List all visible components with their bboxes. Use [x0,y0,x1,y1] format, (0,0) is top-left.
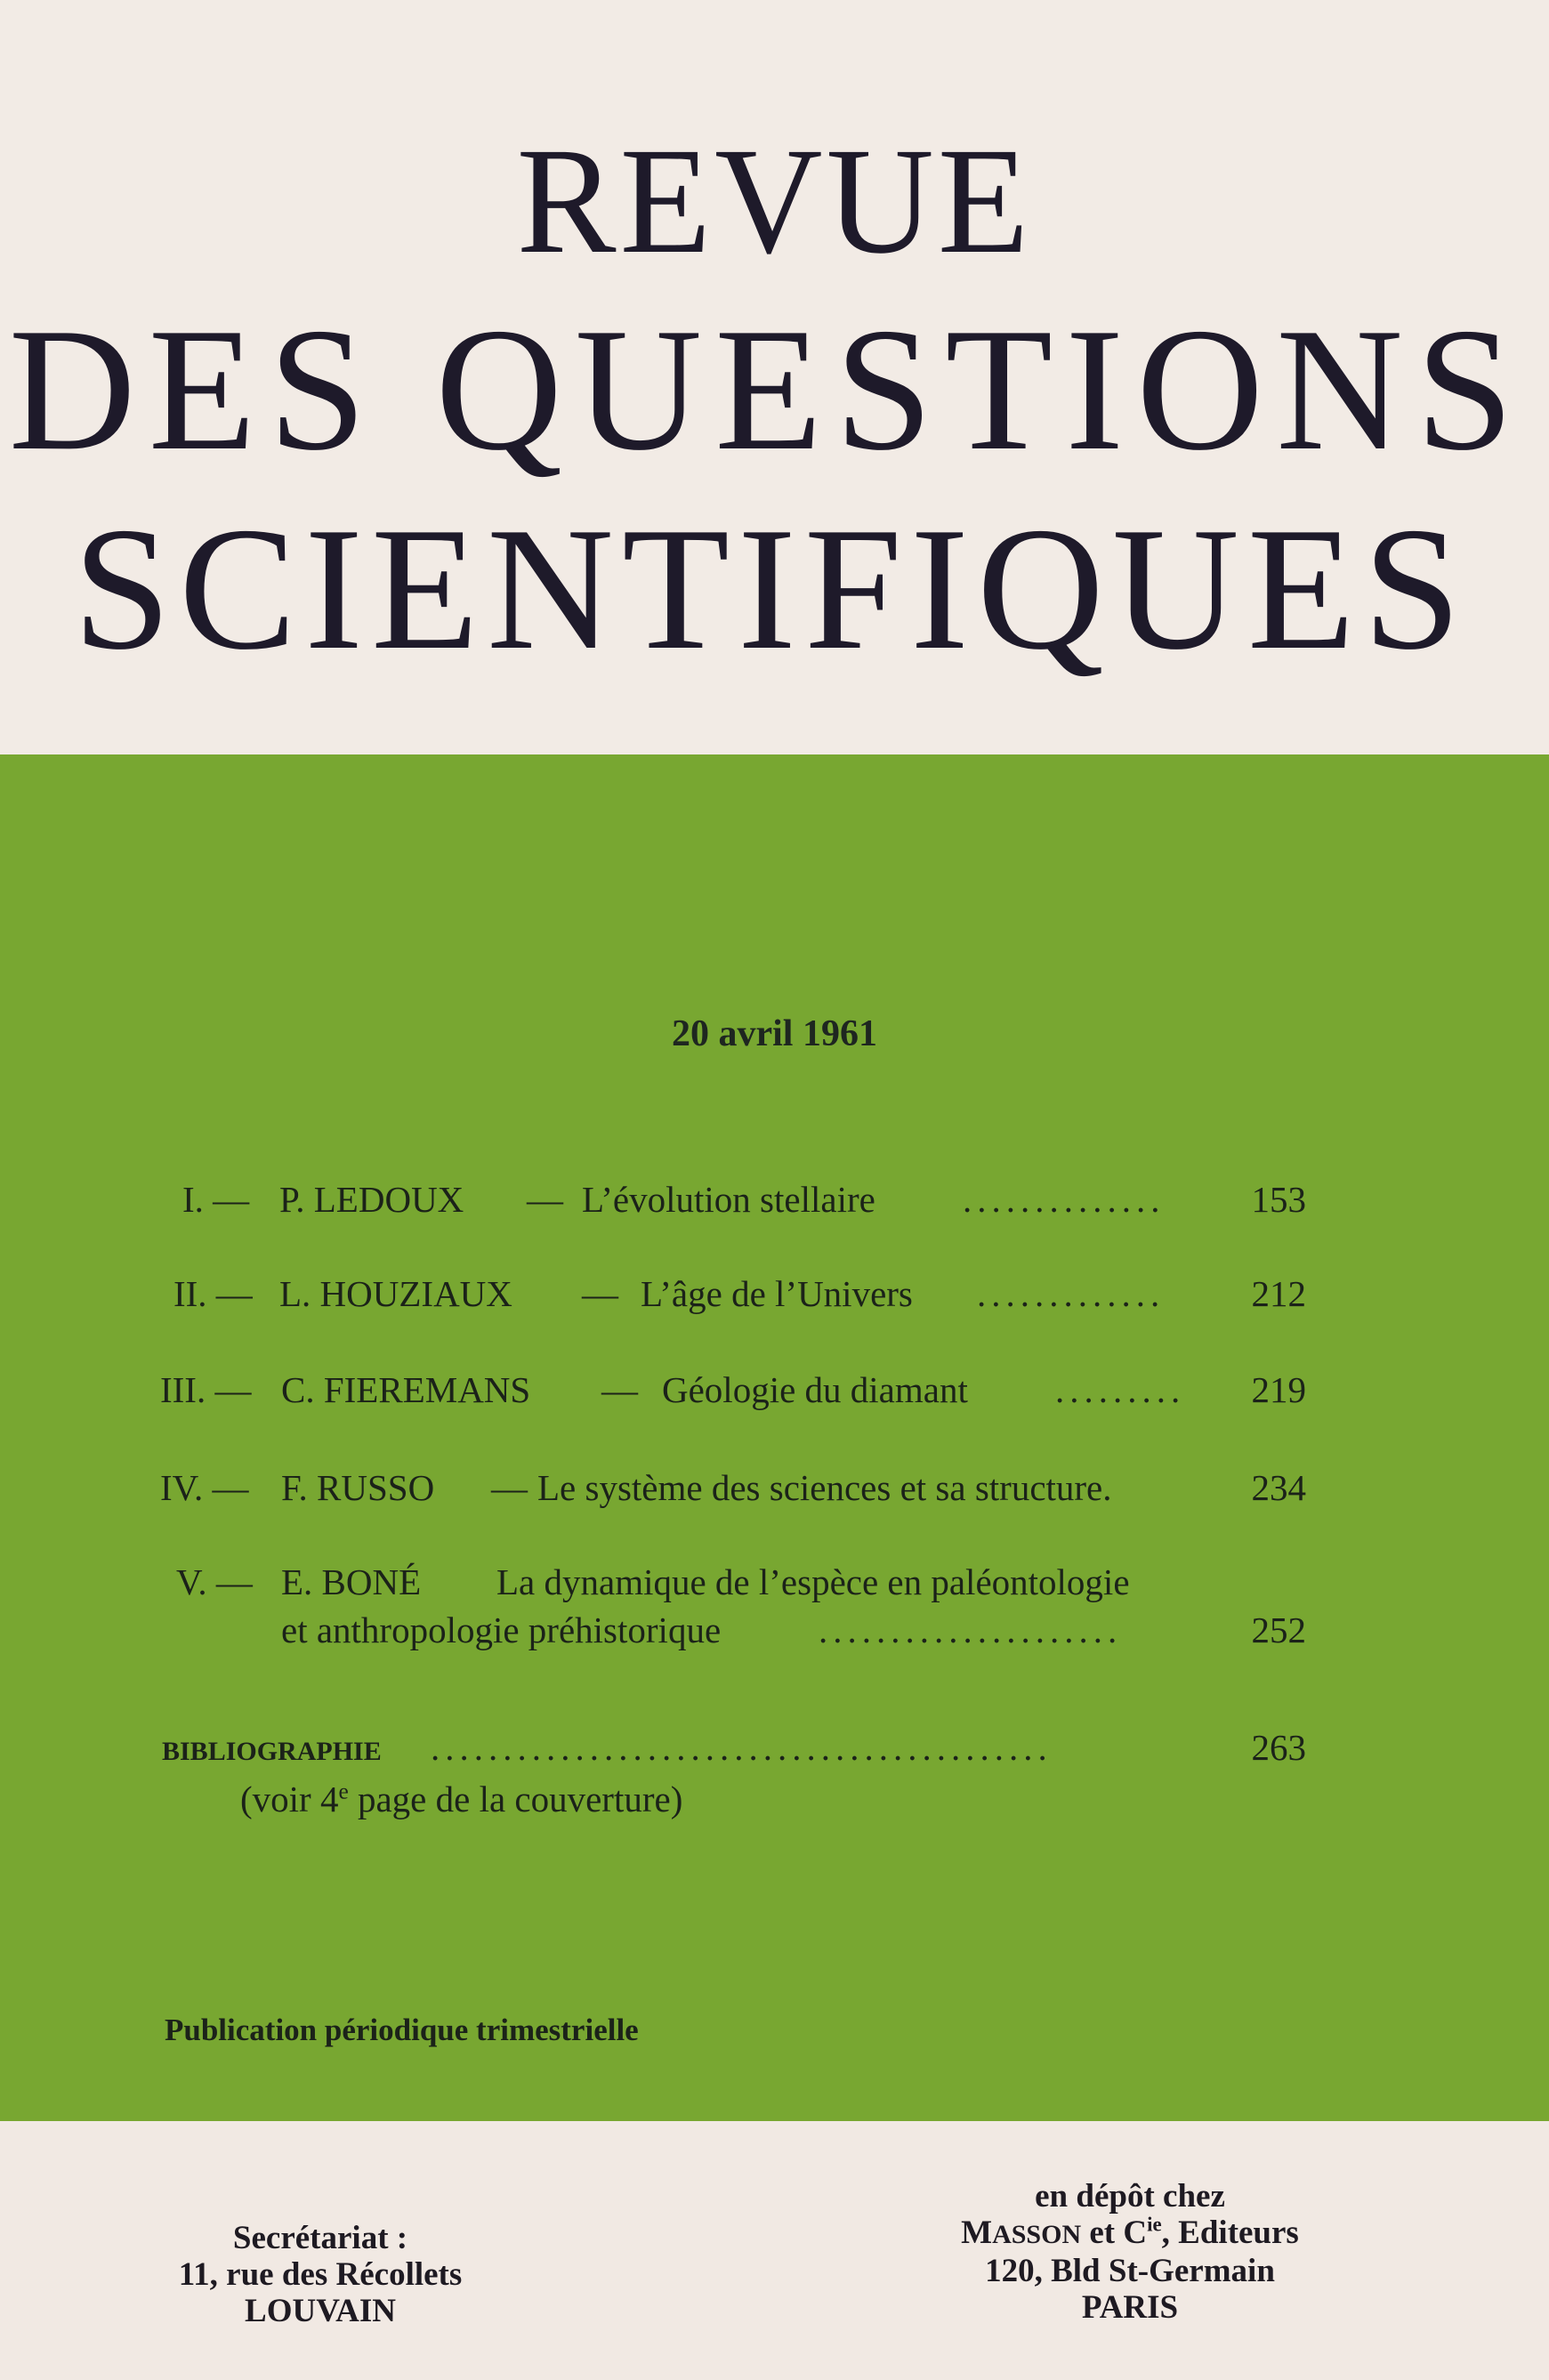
bibliography-entry [0,1726,1549,1824]
toc-entry-page: 153 [1251,1179,1306,1220]
bibliography-note-suffix: page de la couverture) [348,1779,683,1819]
journal-title-line-2: DES QUESTIONS [8,292,1527,487]
secretariat-city: LOUVAIN [245,2293,396,2329]
toc-entry-separator: — [491,1467,528,1508]
publisher-name-suffix: , Editeurs [1161,2215,1299,2251]
toc-entry-title: La dynamique de l’espèce en paléontologie [496,1561,1130,1602]
secretariat-address [151,2220,489,2329]
toc-entry-author: F. RUSSO [281,1467,435,1508]
publisher-name-et: et C [1081,2215,1148,2251]
bibliography-page: 263 [1251,1727,1306,1768]
publisher-deposit-note: en dépôt chez [1035,2178,1225,2215]
publisher-name-superscript: ie [1147,2213,1162,2236]
toc-entry-number: IV. — [160,1467,249,1508]
publisher-address [916,2178,1343,2326]
bibliography-note [240,1778,682,1820]
issue-date: 20 avril 1961 [672,1013,877,1054]
toc-entry-number: II. — [173,1273,253,1314]
journal-title-line-1: REVUE [516,117,1033,286]
toc-entry-leader: .............. [963,1179,1166,1220]
toc-entry-separator: — [527,1179,563,1220]
secretariat-street: 11, rue des Récollets [178,2256,463,2293]
toc-entry-author: P. LEDOUX [279,1179,464,1220]
toc-entry-author: E. BONÉ [281,1561,422,1602]
toc-entry-page: 219 [1251,1369,1306,1410]
toc-entry-author: C. FIEREMANS [281,1369,531,1410]
toc-entry-number: I. — [182,1179,250,1220]
toc-entry-page: 234 [1251,1467,1306,1508]
bibliography-label: BIBLIOGRAPHIE [162,1737,382,1766]
toc-entry-leader: ......... [1055,1369,1186,1410]
publisher-name-initial: M [961,2215,993,2251]
publisher-street: 120, Bld St-Germain [985,2253,1275,2289]
toc-entry-separator: — [582,1273,618,1314]
bibliography-note-superscript: e [338,1779,349,1804]
toc-entry [0,1272,1549,1317]
toc-entry-author: L. HOUZIAUX [279,1273,512,1314]
toc-entry [0,1368,1549,1413]
toc-entry-title: Le système des sciences et sa structure. [537,1467,1112,1508]
publisher-name [916,2215,1343,2253]
toc-entry-title: L’âge de l’Univers [641,1273,913,1314]
publisher-city: PARIS [1081,2289,1179,2326]
bibliography-note-prefix: (voir 4 [240,1779,339,1819]
publisher-name-rest: ASSON [992,2220,1082,2249]
bibliography-leader: ........................................... [431,1727,1053,1768]
toc-entry-separator: — [601,1369,638,1410]
toc-entry [0,1561,1549,1658]
secretariat-heading: Secrétariat : [232,2220,408,2256]
toc-entry-page: 252 [1251,1610,1306,1650]
journal-title-line-3: SCIENTIFIQUES [72,491,1470,686]
toc-entry-leader: ..................... [819,1610,1123,1650]
toc-entry-title: L’évolution stellaire [582,1179,875,1220]
toc-entry-title-continued: et anthropologie préhistorique [281,1610,722,1650]
toc-entry-title: Géologie du diamant [662,1369,968,1410]
toc-entry-number: III. — [160,1369,252,1410]
toc-entry-leader: ............. [977,1273,1166,1314]
publication-periodicity: Publication périodique trimestrielle [165,2013,639,2047]
toc-entry [0,1178,1549,1222]
toc-entry [0,1466,1549,1511]
toc-entry-number: V. — [176,1561,253,1602]
toc-entry-page: 212 [1251,1273,1306,1314]
